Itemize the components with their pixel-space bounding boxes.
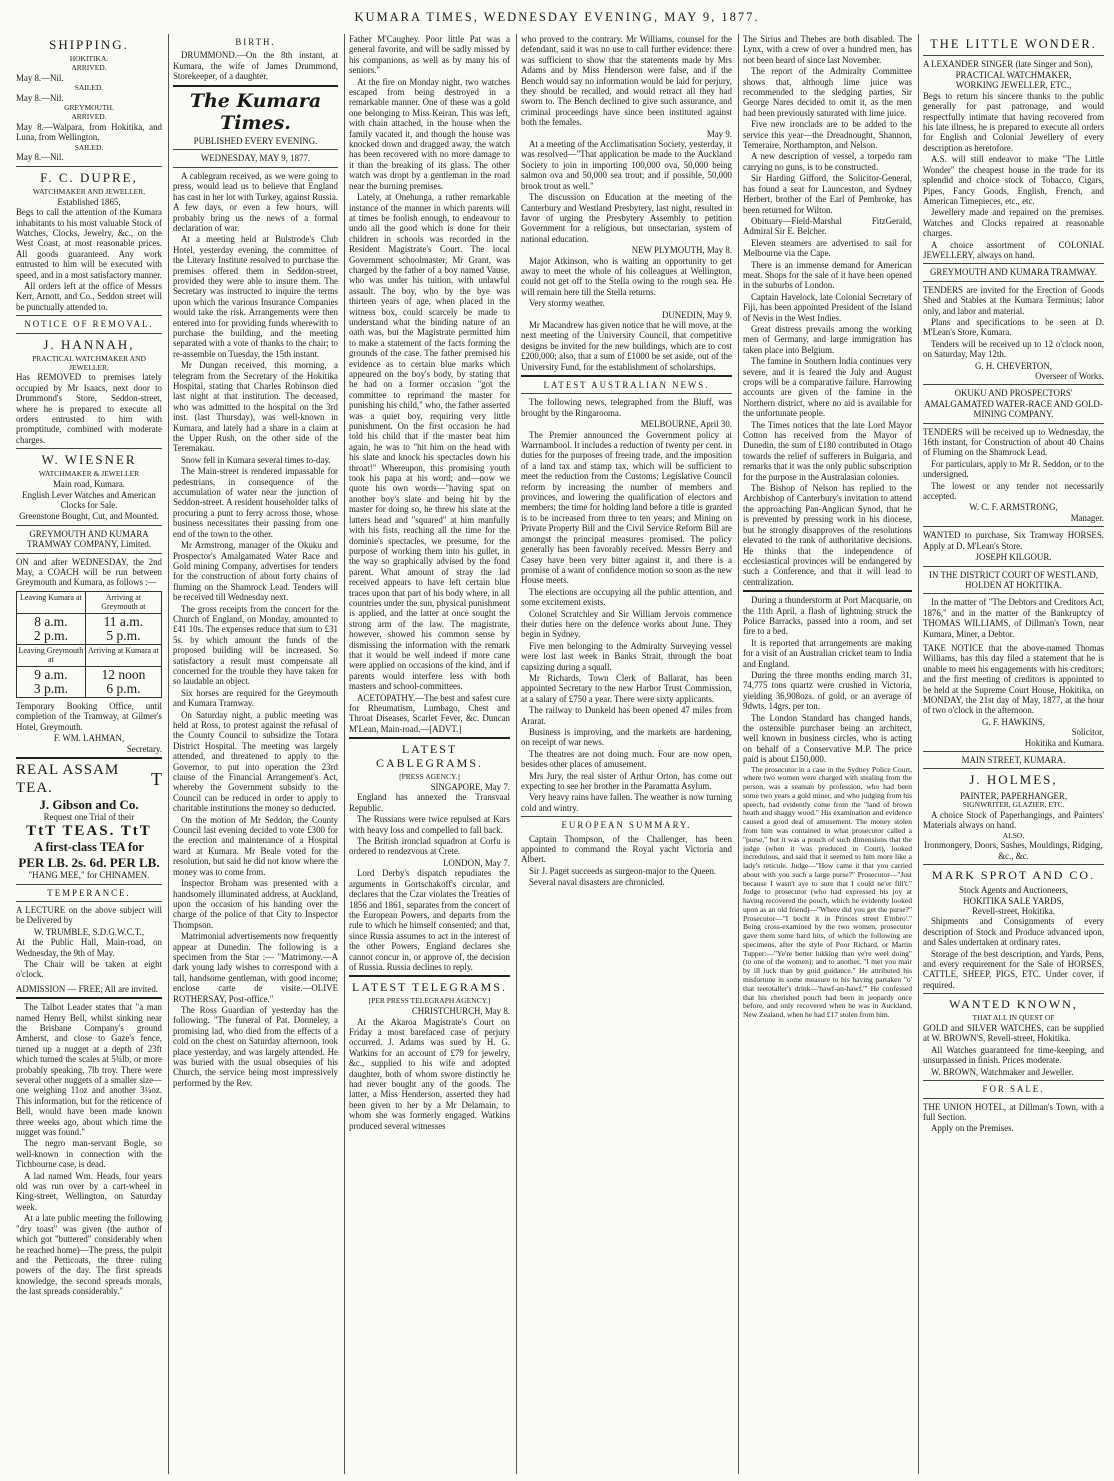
- column-1: [12, 34, 166, 1474]
- brown-body: All Watches guaranteed for time-keeping, and unsurpassed in finish. Prices moderate.: [923, 1044, 1104, 1066]
- telegrams-title: LATEST TELEGRAMS.: [352, 980, 507, 995]
- singer-body: Jewellery made and repaired on the premises. Watches and Clocks repaired at reasonable charges.: [923, 207, 1104, 239]
- paragraph: The report of the Admiralty Committee shows that, although lime juice was recommended to the sledging parties, Sir George Nares decided to omit it, as the men had been previously saturated with lime juice.: [743, 66, 912, 118]
- tea-title: REAL ASSAM TEA.: [16, 762, 120, 796]
- timetable: [16, 591, 162, 698]
- column-2: [168, 34, 342, 1474]
- paragraph: The Ross Guardian of yesterday has the following. "The funeral of Pat. Donneley, a promising lad, who died from the effects of a cold on the chest on Saturday afternoon, took place yesterday, and was largely attended. He was buried with the usual obsequies of his Church, the service being most impressively performed by the Rev.: [173, 1004, 338, 1088]
- paragraph: The elections are occupying all the public attention, and some excitement exists.: [521, 586, 732, 608]
- paragraph: Five new ironclads are to be added to the service this year—the Dreadnought, Shannon, Temeraire, Northampton, and Nelson.: [743, 119, 912, 151]
- gk-signature-title: Overseer of Works.: [1035, 371, 1104, 381]
- paragraph: It is reported that arrangements are making for a visit of an Australian cricket team to India and England.: [743, 637, 912, 669]
- arrived-label: ARRIVED.: [71, 62, 107, 72]
- paragraph: At the fire on Monday night, two watches escaped from being destroyed in a remarkable manner. One of these was a gold one belonging to Miss Keiran. This was left, with chain attached, in the house when the family vacated it, and though the house was knocked down and dragged away, the watch has been recovered with no more damage to it than the breaking of its glass. The other watch was dropt by a gentleman in the road near the burning premises.: [349, 76, 510, 191]
- tramway-signature: F. WM. LAHMAN,: [53, 733, 125, 744]
- port-hokitika: HOKITIKA.: [69, 54, 109, 64]
- hannah-body: Has REMOVED to premises lately occupied by Mr Isaacs, next door to Drummond's Store, Seddon-street, where he is prepared to execute all orders entrusted to him with promptitude, combined with moderate charges.: [16, 372, 162, 445]
- press-agency: [PRESS AGENCY.]: [399, 772, 460, 782]
- paragraph: Mr Armstrong, manager of the Okuku and Prospector's Amalgamated Water Race and Gold mining Company, advertises for tenders for the construction of about forty chains of fluming on the Shamrock Lead. Tenders will be received till Wednesday next.: [173, 540, 338, 603]
- wiesner-line-1: English Lever Watches and American Clocks for Sale.: [22, 489, 156, 511]
- timetable-time: 6 p.m.: [106, 680, 141, 696]
- sprot-sub: HOKITIKA SALE YARDS,: [963, 895, 1064, 906]
- paragraph: The gross receipts from the concert for the Church of England, on Monday, amounted to £41 10s. The expenses reduce that sum to £31 5s. by which amount the funds of the proposed building will be increased. So satisfactory a result must compensate all concerned for the trouble they have taken for so laudable an object.: [173, 603, 338, 687]
- dateline: NEW PLYMOUTH, May 8.: [631, 245, 732, 256]
- paragraph: The following news, telegraphed from the Bluff, was brought by the Ringarooma.: [521, 397, 732, 418]
- gk-signature: G. H. CHEVERTON,: [975, 360, 1052, 371]
- negro-item: The negro man-servant Bogle, so well-known in connection with the Tichbourne case, is dead.: [16, 1138, 162, 1170]
- tea-first-class: A first-class TEA for: [34, 840, 144, 855]
- dateline: LONDON, May 7.: [442, 857, 510, 868]
- timetable-time: 2 p.m.: [33, 627, 68, 643]
- court-signature-title: Hokitika and Kumara.: [1024, 737, 1104, 748]
- paragraph: The Main-street is rendered impassable for pedestrians, in consequence of the accumulation of water near the junction of Seddon-street. A resident householder talks of procuring a punt to ferry across those, whose business necessitates their passing from one end of the town to the other.: [173, 466, 338, 539]
- paragraph: The theatres are not doing much. Four are now open, besides other places of amusement.: [521, 748, 732, 770]
- gk-body: Plans and specifications to be seen at D. M'Lean's Store, Kumara.: [923, 316, 1104, 338]
- holmes-sub: PAINTER, PAPERHANGER,: [959, 790, 1068, 801]
- timetable-time: 9 a.m.: [34, 666, 68, 682]
- paragraph: On the motion of Mr Seddon, the County Council last evening decided to vote £300 for the erection and maintenance of a Hospital ward at Kumara. Mr Beale voted for the resolution, but said he did not know where the money was to come from.: [173, 814, 338, 877]
- paragraph: Six horses are required for the Greymouth and Kumara Tramway.: [173, 687, 338, 709]
- paragraph: Lord Derby's dispatch repudiates the arguments in Gortschakoff's circular, and declares that the Czar violates the Treaties of 1856 and 1861, separates from the concert of the European Powers, and departs from the rule to which he himself consented; and that, since Russia assumes to act in the interest of the other Powers, England declares she cannot concur in, or approve of, the decision of Russia. Russia declines to reply.: [349, 868, 510, 972]
- paragraph: Captain Havelock, late Colonial Secretary of Fiji, has been appointed President of the Island of Nevis in the West Indies.: [743, 291, 912, 323]
- paper-title: The Kumara Times.: [189, 89, 322, 134]
- australian-news-title: LATEST AUSTRALIAN NEWS.: [543, 380, 710, 390]
- paragraph: There is an immense demand for American meat. Shops for the sale of it have been opened in the suburbs of London.: [743, 259, 912, 291]
- sailed-line: May 8.—Nil.: [16, 92, 64, 103]
- sale-body: Apply on the Premises.: [931, 1123, 1014, 1134]
- paragraph: The Russians were twice repulsed at Kars with heavy loss and compelled to fall back.: [349, 814, 510, 835]
- timetable-header: Arriving at Greymouth at: [85, 591, 161, 613]
- paragraph: During a thunderstorm at Port Macquarie, on the 11th April, a flash of lightning struck the Police Barracks, passed into a room, and set fire to a bed.: [743, 595, 912, 637]
- little-wonder-title: THE LITTLE WONDER.: [930, 37, 1097, 51]
- tea-ttt: TtT TEAS. TtT: [26, 822, 152, 839]
- paragraph: On Saturday night, a public meeting was held at Ross, to protest against the refusal of the County Council to subsidize the Totara District Hospital. The meeting was largely attended, and threatened to apply to the Governor, to put into operation the 23rd clause of the Financial Arrangement's Act, whereby the Government subsidy to the Council can be reduced in order to apply to charitable institutions the money so deducted.: [173, 709, 338, 814]
- paragraph: Colonel Scratchley and Sir William Jervois commence their duties here on the defence works about June. They begin in Sydney.: [521, 608, 732, 640]
- temperance-lecturer: W. TRUMBLE, S.D.G.W.C.T.,: [33, 926, 145, 937]
- holmes-address: MAIN STREET, KUMARA.: [961, 755, 1066, 765]
- timetable-header: Leaving Greymouth at: [17, 644, 86, 666]
- holmes-name: J. HOLMES,: [969, 772, 1058, 788]
- paragraph: The discussion on Education at the meeting of the Canterbury and Westland Presbytery, last night, resulted in favor of urging the Presbytery Assembly to petition Government for a religious, but unsectarian, system of national education.: [521, 192, 732, 244]
- paragraph: Inspector Broham was presented with a handsomely illuminated address, at Auckland, upon the occasion of his handing over the charge of the police of that City to Inspector Thompson.: [173, 878, 338, 930]
- paragraph: Lately, at Onehunga, a rather remarkable instance of the manner in which parents will at times be foolish enough, to endeavour to undo all the good which is done for their children in schools was recorded in the Resident Magistrate's Court. The local Government schoolmaster, Mr Grant, was charged by the father of a boy named Vause, who was under his tuition, with unlawful assault. The boy, who by the bye was thirteen years of age, when placed in the witness box, could scarcely be made to understand what the binding nature of an oath was, but the Magistrate permitted him to make a statement of the facts forming the grounds of the case. The father premised his evidence as to certain blue marks which appeared on the boy's body, by stating that he had on a former occasion "got the committee to reprimand the master for punishing his child," who, the father asserted was a quiet boy, requiring very little punishment. On the first occasion he had told his child that if the master beat him again, he was to "hit him on the head with his slate and knock his spectacles down his throat!" Whereupon, this promising youth took his papa at his word; and—now we quote his own words—"having spat on another boy's slate and being hit by the master for doing so, he threw his slate at the latters head and "squared" at him manfully with his fists, reaching all the time for the dominie's spectacles, we presume, for the purpose of working them into his gullet, in the way so graphically advised by the fond parent. What amount of stray the lad received appears to have left certain blue traces upon that part of his body where, in all countries under the sun, physical punishment is applied, and the latter at once sought the strong arm of the law. The magistrate, however, showed his common sense by dismissing the information with the remark that it would be well indeed if more cane were applied on occasions of the kind, and if parents would interfere less with both masters and school-committees.: [349, 192, 510, 692]
- paragraph: At a meeting of the Acclimatisation Society, yesterday, it was resolved—"That application be made to the Auckland Society to join in importing 100,000 ova, 50,000 being salmon ova and 50,000 sea trout; and if possible, 50,000 brook trout as well.": [521, 139, 732, 191]
- sailed-label: SAILED.: [74, 142, 104, 152]
- gk-tramway-title: GREYMOUTH AND KUMARA TRAMWAY.: [930, 267, 1097, 278]
- european-summary-title: EUROPEAN SUMMARY.: [561, 820, 692, 831]
- okuku-body: The lowest or any tender not necessarily accepted.: [923, 480, 1104, 502]
- court-signature: G. F. HAWKINS,: [982, 716, 1045, 727]
- talbot-item: The Talbot Leader states that "a man named Henry Bell, whilst sinking near the Brisbane Company's ground Amherst, and close to Gaze's fence, turned up a nugget at a depth of 23ft which turned the scales at 5¾lb, or more probably speaking, 7lb troy. There were several other nuggets of a smaller size—one weighing 11oz and another 3¼oz. This information, but for the reticence of Bell, would have been made known three weeks ago, about which time the nugget was found.": [16, 1002, 162, 1138]
- tea-price: PER LB. 2s. 6d. PER LB.: [18, 854, 160, 870]
- paragraph: A new description of vessel, a torpedo ram carrying no guns, is to be constructed.: [743, 151, 912, 172]
- temperance-title: TEMPERANCE.: [47, 887, 131, 898]
- paragraph: The London Standard has changed hands, the ostensible purchaser being an architect, well known in business circles, who is acting on behalf of a Conservative M.P. The price paid is about £150,000.: [743, 712, 912, 765]
- shipping-title: SHIPPING.: [49, 37, 129, 52]
- sprot-body: Storage of the best description, and Yards, Pens, and every requirement for the Sale of HORSES, CATTLE, SHEEP, PIGS, ETC. Under cover, if required.: [923, 948, 1104, 990]
- paragraph: England has annexed the Transvaal Republic.: [349, 792, 510, 813]
- okuku-title: OKUKU AND PROSPECTORS' AMALGAMATED WATER-RACE AND GOLD-MINING COMPANY.: [924, 388, 1103, 420]
- dateline: SINGAPORE, May 7.: [430, 782, 510, 793]
- okuku-signature-title: Manager.: [1070, 512, 1104, 523]
- brown-signature: W. BROWN, Watchmaker and Jeweller.: [931, 1066, 1074, 1077]
- tramway-title: GREYMOUTH AND KUMARA TRAMWAY COMPANY, Limited.: [26, 528, 152, 550]
- sprot-title: MARK SPROT AND CO.: [931, 868, 1096, 883]
- tea-hang-mee: "HANG MEE," for CHINAMEN.: [28, 870, 150, 881]
- paragraph: During the three months ending march 31, 74,775 tons quartz were crushed in Victoria, yielding 36,908ozs. of gold, or an average of 9dwts. 14grs. per ton.: [743, 669, 912, 712]
- paragraph: Five men belonging to the Admiralty Surveying vessel were lost last week in Banks Strait, through the boat capsizing during a squall.: [521, 640, 732, 672]
- paragraph: At a meeting held at Bulstrode's Club Hotel, yesterday evening, the committee of the Literary Institute resolved to purchase the premises offered them in Seddon-street, provided they were able to insure them. The Secretary was instructed to inquire the terms upon which the various Insurance Companies would take the risk. Arrangements were then entered into for providing funds wherewith to purchase the building, and the meeting separated with a vote of thanks to the chair; to re-assemble on Tuesday, the 15th instant.: [173, 234, 338, 359]
- birth-title: BIRTH.: [235, 37, 276, 47]
- sprot-sub: Revell-street, Hokitika.: [971, 906, 1056, 917]
- date-line: WEDNESDAY, MAY 9, 1877.: [200, 153, 311, 164]
- paragraph: Sir Harding Gifford, the Solicitor-General, has found a seat for Launceston, and Sydney Herbert, brother of the Earl of Pembroke, has been returned for Wilton.: [743, 173, 912, 215]
- sale-body: THE UNION HOTEL, at Dillman's Town, with a full Section.: [923, 1101, 1104, 1122]
- wiesner-name: W. WIESNER: [41, 452, 137, 468]
- toast-item: At a late public meeting the following "dry toast" was given (the author of which got "buttered" considerably when he reached home)—The press, the pulpit and the Petticoats, the three ruling powers of the day. The first spreads knowledge, the second spreads morals, the last spreads considerably.": [16, 1213, 162, 1297]
- paragraph: Business is improving, and the markets are hardening, on receipt of war news.: [521, 727, 732, 748]
- paragraph: Sir J. Paget succeeds as surgeon-major to the Queen.: [529, 865, 717, 876]
- column-4: [516, 34, 736, 1474]
- court-signature-title: Solicitor,: [1071, 727, 1104, 738]
- court-body: In the matter of "The Debtors and Creditors Act, 1876," and in the matter of the Bankruptcy of THOMAS WILLIAMS, of Dillman's Town, near Kumara, Miner, a Debtor.: [923, 597, 1104, 639]
- wiesner-sub: WATCHMAKER & JEWELLER: [38, 469, 140, 479]
- paragraph: Very heavy rains have fallen. The weather is now turning cold and wintry.: [521, 792, 732, 813]
- brown-body: GOLD and SILVER WATCHES, can be supplied at W. BROWN'S, Revell-street, Hokitika.: [923, 1023, 1104, 1044]
- tramway-signature-title: Secretary.: [126, 743, 162, 754]
- timetable-time: 8 a.m.: [34, 613, 68, 629]
- holmes-sub: SIGNWRITER, GLAZIER, ETC.: [962, 800, 1065, 810]
- gk-body: TENDERS are invited for the Erection of Goods Shed and Stables at the Kumara Terminus; labor only, and labor and material.: [923, 284, 1104, 316]
- timetable-time: 12 noon: [101, 666, 146, 682]
- holmes-body: A choice Stock of Paperhangings, and Painters' Materials always on hand.: [923, 809, 1104, 831]
- dupre-name: F. C. DUPRE,: [40, 169, 138, 185]
- wiesner-address: Main road, Kumara.: [53, 479, 125, 490]
- temperance-body: A LECTURE on the above subject will be Delivered by: [16, 904, 162, 926]
- sprot-body: Shipments and Consignments of every description of Stock and Produce advanced upon, and Sales undertaken at ordinary rates.: [923, 916, 1104, 948]
- paragraph: Great distress prevails among the working men of Germany, and large immigration has taken place into Belgium.: [743, 323, 912, 355]
- court-title: IN THE DISTRICT COURT OF WESTLAND, HOLDEN AT HOKITIKA.: [929, 569, 1098, 590]
- dateline: CHRISTCHURCH, May 8.: [411, 1006, 510, 1017]
- dupre-body: Begs to call the attention of the Kumara inhabitants to his most valuable Stock of Watches, Clocks, Jewelry, &c., on the West Coast, at most reasonable prices. All goods guaranteed. Any work entrusted to him will be executed with speed, and in a most satisfactory manner.: [16, 207, 162, 280]
- holmes-also: ALSO,: [1002, 830, 1025, 840]
- dupre-body-2: All orders left at the office of Messrs Kerr, Arnott, and Co., Seddon street will be punctually attended to.: [16, 281, 162, 312]
- tea-firm: J. Gibson and Co.: [39, 797, 139, 813]
- published-line: PUBLISHED EVERY EVENING.: [193, 136, 318, 147]
- paragraph: The Bishop of Nelson has replied to the Archbishop of Canterbury's invitation to attend the approaching Pan-Anglican Synod, that he is prevented by pressing work in his diocese, but he strongly disapproves of the resolutions elevated to the rank of authoritative decisions. He thinks that the independence of ecclesiastical provinces will be endangered by such a Conference, and that it will lead to centralization.: [743, 483, 912, 587]
- sprot-sub: Stock Agents and Auctioneers,: [959, 885, 1068, 896]
- column-5: [738, 34, 916, 1474]
- sailed-label: SAILED.: [74, 83, 104, 93]
- brown-sub: THAT ALL IN QUEST OF: [972, 1013, 1055, 1023]
- timetable-time: 5 p.m.: [106, 627, 141, 643]
- dupre-sub: WATCHMAKER AND JEWELLER,: [32, 187, 146, 197]
- paragraph: ACETOPATHY.—The best and safest cure for Rheumatism, Lumbago, Chest and Throat Diseases, Scarlet Fever, &c. Duncan M'Lean, Main-road.—[ADVT.]: [349, 692, 510, 734]
- paragraph: Eleven steamers are advertised to sail for Melbourne via the Cape.: [743, 237, 912, 259]
- hannah-name: J. HANNAH,: [43, 336, 135, 352]
- tea-request: Request one Trial of their: [43, 812, 135, 823]
- okuku-body: For particulars, apply to Mr R. Seddon, or to the undersigned.: [923, 458, 1104, 480]
- heads-item: A lad named Wm. Heads, four years old was run over by a cart-wheel in King-street, Wellington, on Saturday week.: [16, 1170, 162, 1212]
- paragraph: The prosecutor in a case in the Sydney Police Court, where two women were charged with stealing from the person, was a seaman by profession, who had been some two years a gold miner, and who judging from his speech, had evidently come from the "land of brown heath and shaggy wood." His examination and evidence caused a good deal of amusement. The money stolen from him was contained in what prosecutor called a "purse," but it was a pouch of such dimensions that the judge (when it was produced in Court), looked incredulous, and said that it seemed to him more like a lady's reticule. Judge—"How came it that you carried about with you such a large purse?" Prosecutor—"Just because I wasn't aye to sure that I could ne'er fill't." Judge to prosecutor (who had expressed his joy at having recovered the pouch, which he evidently looked upon as an old friend)—"Where did you get the purse?" Prosecutor—"I bocht it in Princes street E'mbro'." Being cross-examined by the two women, prosecutor gave them some hard hits, of which the following are specimens, after the style of Poor Richard, or Martin Tupper:—"Ye're better lukking than ye're weel doing" (to one of the women); and to another, "I met you mair by ill luck than by guid guidance." He attributed his misfortune in some measure to his having partaken "o' that teetotaller's drink—'hawf-an-hawf.'" He confessed that his cherished pouch had been in jeopardy once before, and only recovered when he was in Auckland, New Zealand, when he had £17 stolen from him.: [743, 764, 912, 1020]
- column-3: [344, 34, 514, 1474]
- paragraph: who proved to the contrary. Mr Williams, counsel for the defendant, said it was no use to call further evidence: there was sufficient to show that the statements made by Mrs Adams and by Miss Henderson were false, and if the Bench would say no information would be laid for perjury, they should be recalled, and would retract all they had sworn to. The Bench declined to give such assurance, and criminal proceedings have since been instituted against both the females.: [521, 34, 732, 128]
- okuku-body: TENDERS will be received up to Wednesday, the 16th instant, for Construction of about 40 Chains of Fluming on the Shamrock Lead.: [923, 426, 1104, 458]
- timetable-header: Leaving Kumara at: [17, 591, 86, 613]
- paragraph: Mr Macandrew has given notice that he will move, at the next meeting of the University Council, that competitive designs be invited for the new buildings, which are to cost £200,000; also, that a sum of £1000 be set aside, out of the University Fund, for the establishment of scholarships.: [521, 319, 732, 372]
- temperance-admission: ADMISSION — FREE; All are invited.: [16, 983, 158, 994]
- singer-sub: PRACTICAL WATCHMAKER,: [955, 70, 1072, 81]
- arrived-line: May 8.—Walpara, from Hokitika, and Luna, from Wellington.: [16, 121, 162, 143]
- court-body: TAKE NOTICE that the above-named Thomas Williams, has this day filed a statement that he is unable to meet his engagements with his creditors; and the first meeting of creditors is appointed to be held at the Supreme Court House, Hokitika, on MONDAY, the 21st day of May, 1877, at the hour of two o'clock in the afternoon.: [923, 642, 1104, 716]
- tramway-body: ON and after WEDNESDAY, the 2nd May, a COACH will be run between Greymouth and Kumara, as follows :—: [16, 556, 162, 588]
- singer-body: A choice assortment of COLONIAL JEWELLERY, always on hand.: [923, 239, 1104, 260]
- tea-cap: T: [151, 769, 162, 790]
- paragraph: The Sirius and Thebes are both disabled. The Lynx, with a crew of over a hundred men, has not been heard of since last November.: [743, 34, 912, 65]
- singer-body: A.S. will still endeavor to make "The Little Wonder" the cheapest house in the trade for its splendid and choice stock of Tobacco, Cigars, Pipes, Fancy Goods, English, French, and American Timepieces, etc., etc.: [923, 154, 1104, 206]
- removal-title: NOTICE OF REMOVAL.: [24, 319, 154, 330]
- paragraph: The famine in Southern India continues very severe, and it is feared the July and August crops will be a comparative failure. Harrowing accounts are given of the famine in the Northern district, where no aid is available for the unfortunate people.: [743, 356, 912, 419]
- wanted-signature: JOSEPH KILGOUR.: [975, 552, 1052, 563]
- arrived-line: May 8.—Nil.: [16, 72, 64, 83]
- temperance-chair: The Chair will be taken at eight o'clock.: [16, 958, 162, 980]
- singer-body: Begs to return his sincere thanks to the public generally for past patronage, and would respectfully intimate that having recovered from his late illness, he is prepared to execute all orders for English and Colonial Jewellery of every description as heretofore.: [923, 90, 1104, 153]
- sailed-line: May 8.—Nil.: [16, 152, 64, 163]
- timetable-time: 3 p.m.: [33, 680, 68, 696]
- paragraph: A cablegram received, as we were going to press, would lead us to believe that England has cast in her lot with Turkey, against Russia. A few days, or even a few hours, will probably bring us the news of a formal declaration of war.: [173, 170, 338, 233]
- paragraph: The railway to Dunkeld has been opened 47 miles from Ararat.: [521, 705, 732, 726]
- column-6: [918, 34, 1108, 1474]
- dateline: DUNEDIN, May 9.: [661, 309, 732, 320]
- press-agency: [PER PRESS TELEGRAPH AGENCY.]: [368, 996, 491, 1006]
- paragraph: Mrs Jury, the real sister of Arthur Orton, has come out expecting to see her brother in the Paramatta Asylum.: [521, 770, 732, 792]
- timetable-header: Arriving at Kumara at: [85, 644, 161, 666]
- hannah-sub: PRACTICAL WATCHMAKER AND JEWELLER,: [32, 353, 146, 372]
- paragraph: Father M'Caughey. Poor little Pat was a general favorite, and will be sadly missed by his companions, as well as by many his of seniors.": [349, 34, 510, 76]
- birth-notice: DRUMMOND.—On the 8th instant, at Kumara, the wife of James Drummond, Storekeeper, of a daughter.: [173, 50, 338, 82]
- paragraph: At the Akaroa Magistrate's Court on Friday a most barefaced case of perjury occurred. J. Adams was sued by H. G. Watkins for an account of £79 for jewelry, &c., supplied to his wife and adopted daughter, both of whom swore distinctly he had never bought any of the goods. The latter, a Miss Henderson, asserted they had been given to her by a Mr Delamain, to whom she was formerly engaged. Watkins produced several witnesses: [349, 1016, 510, 1131]
- dateline: MELBOURNE, April 30.: [640, 419, 732, 430]
- paragraph: Obituary—Field-Marshal FitzGerald, Admiral Sir E. Belcher.: [743, 215, 912, 237]
- paragraph: The British ironclad squadron at Corfu is ordered to rendezvous at Crete.: [349, 836, 510, 857]
- paragraph: Mr Richards, Town Clerk of Ballarat, has been appointed Secretary to the new Harbor Trust Commission, at a salary of £750 a year. There were sixty applicants.: [521, 672, 732, 704]
- paragraph: Captain Thompson, of the Challenger, has been appointed to command the Royal yacht Victoria and Albert.: [521, 833, 732, 865]
- dupre-est: Established 1865,: [57, 196, 121, 207]
- cablegrams-title: LATEST CABLEGRAMS.: [375, 742, 483, 771]
- masthead: KUMARA TIMES, WEDNESDAY EVENING, MAY 9, 1877.: [354, 10, 760, 24]
- singer-name: A LEXANDER SINGER (late Singer and Son),: [923, 58, 1093, 69]
- arrived-label: ARRIVED.: [71, 112, 107, 122]
- port-greymouth: GREYMOUTH.: [64, 103, 114, 113]
- temperance-where: At the Public Hall, Main-road, on Wednesday, the 9th of May.: [16, 937, 162, 958]
- paragraph: Matrimonial advertisements now frequently appear at Dunedin. The following is a specimen from the Star :— "Matrimony.—A dark young lady wishes to correspond with a tall, handsome gentleman, with good income; enclose carte de visite.—OLIVE ROTHERSAY, Post-office.": [173, 931, 338, 1004]
- holmes-body: Ironmongery, Doors, Sashes, Mouldings, Ridging, &c., &c.: [924, 840, 1103, 861]
- wanted-horses: WANTED to purchase, Six Tramway HORSES. Apply at D. M'Lean's Store.: [923, 530, 1104, 551]
- paragraph: The Times notices that the late Lord Mayor Cotton has received from the Mayor of Dunedin, the sum of £180 contributed in Otago towards the relief of sufferers in Bulgaria, and remarks that it was the only public subscription for the purpose in the Australasian colonies.: [743, 419, 912, 482]
- wiesner-line-2: Greenstone Bought, Cut, and Mounted.: [19, 511, 159, 522]
- dateline: May 9.: [706, 128, 732, 139]
- singer-sub: WORKING JEWELLER, ETC.,: [955, 80, 1072, 91]
- paragraph: The Premier announced the Government policy at Warrnambool. It includes a reduction of twenty per cent. in duties for the purposes of freeing trade, and the imposition of a land tax and stamp tax, which will be sufficient to meet the reduction from the Customs; Legislative Council reform by increasing the number of members and provinces, and lowering the qualification of electors and members; the time for holding land before a title is granted is to be increased from three to ten years; and Mining on Private Property Bill and the Civil Service Reform Bill are amongst the principal measures promised. The policy generally has been favorably received. Messrs Berry and Casey have been very bitter against it, and there is a promise of a want of confidence motion so soon as the new House meets.: [521, 429, 732, 586]
- gk-body: Tenders will be received up to 12 o'clock noon, on Saturday, May 12th.: [923, 338, 1104, 360]
- paragraph: Very stormy weather.: [529, 298, 605, 309]
- paragraph: Snow fell in Kumara several times to-day.: [181, 454, 331, 465]
- paragraph: Several naval disasters are chronicled.: [529, 877, 665, 888]
- paragraph: Mr Dungan received, this morning, a telegram from the Secretary of the Hokitika Hospital, stating that Charles Robinson died last night at that institution. The deceased, who was admitted to the hospital on the 3rd inst. (last Thursday), was well-known in Kumara, and lately had a share in a claim at the Upper Rush, on the other side of the Teremakau.: [173, 360, 338, 454]
- paragraph: Major Atkinson, who is waiting an opportunity to get away to meet the whole of his colleagues at Wellington, could not get off to the Stella owing to the rough sea. He will remain here till the Stella returns.: [521, 255, 732, 297]
- okuku-signature: W. C. F. ARMSTRONG,: [969, 502, 1058, 513]
- timetable-time: 11 a.m.: [103, 613, 144, 629]
- brown-title: WANTED KNOWN,: [949, 997, 1078, 1012]
- tramway-office: Temporary Booking Office, until completion of the Tramway, at Gilmer's Hotel, Greymouth.: [16, 701, 162, 732]
- for-sale-title: FOR SALE.: [982, 1084, 1045, 1095]
